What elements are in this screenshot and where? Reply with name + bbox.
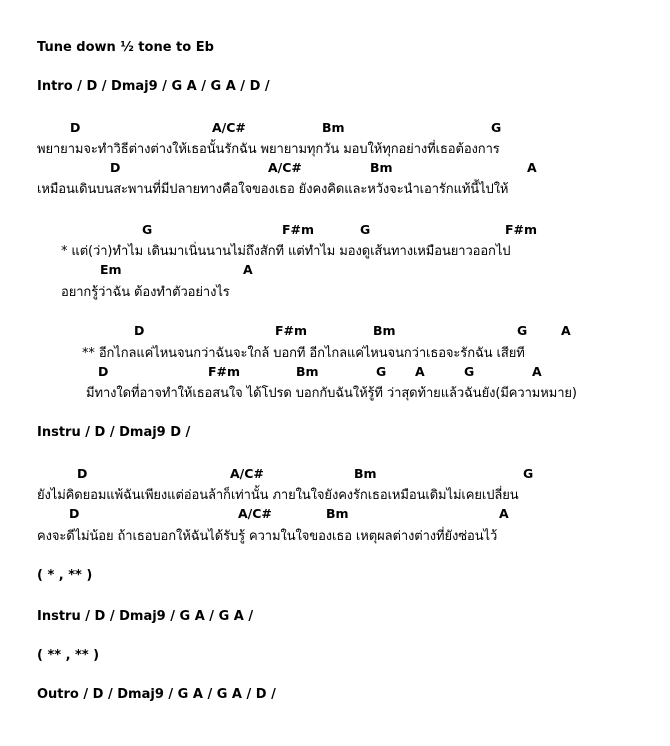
chord: Bm — [296, 364, 319, 379]
chord: F#m — [282, 222, 315, 237]
chord: A — [243, 262, 253, 277]
chord: A — [415, 364, 425, 379]
chord: A/C# — [268, 160, 302, 175]
lyric-line: อยากรู้ว่าฉัน ต้องทำตัวอย่างไร — [61, 285, 230, 300]
chord: G — [142, 222, 153, 237]
chord: A/C# — [230, 466, 264, 481]
tuning-note: Tune down ½ tone to Eb — [37, 40, 214, 55]
lyric-line: เหมือนเดินบนสะพานที่มีปลายทางคือใจของเธอ ยังคงคิดและหวังจะนำเอารักแท้นี้ไปให้ — [37, 182, 509, 197]
chord: G — [491, 120, 502, 135]
chord: G — [376, 364, 387, 379]
chord: A — [527, 160, 537, 175]
lyric-line: คงจะดีไม่น้อย ถ้าเธอบอกให้ฉันได้รับรู้ ความในใจของเธอ เหตุผลต่างต่างที่ยังซ่อนไว้ — [37, 529, 498, 544]
chord: D — [70, 120, 81, 135]
chord: D — [134, 323, 145, 338]
lyric-line: ยังไม่คิดยอมแพ้ฉันเพียงแต่อ่อนล้าก็เท่านั้น ภายในใจยังคงรักเธอเหมือนเดิมไม่เคยเปลี่ยน — [37, 488, 519, 503]
chord: Bm — [326, 506, 349, 521]
chord: A/C# — [212, 120, 246, 135]
repeat-marker-2: ( ** , ** ) — [37, 648, 100, 663]
repeat-marker-1: ( * , ** ) — [37, 568, 93, 583]
chord: A — [561, 323, 571, 338]
chord: G — [523, 466, 534, 481]
chord: D — [110, 160, 121, 175]
chord: D — [77, 466, 88, 481]
chord: Bm — [354, 466, 377, 481]
chord: G — [464, 364, 475, 379]
chord: D — [98, 364, 109, 379]
lyric-line: * แต่(ว่า)ทำไม เดินมาเนิ่นนานไม่ถึงสักที แต่ทำไม มองดูเส้นทางเหมือนยาวออกไป — [61, 244, 511, 259]
chord: D — [69, 506, 80, 521]
chord: A — [532, 364, 542, 379]
lyric-line: ** อีกไกลแค่ไหนจนกว่าฉันจะใกล้ บอกที อีกไกลแค่ไหนจนกว่าเธอจะรักฉัน เสียที — [82, 346, 525, 361]
chord: G — [517, 323, 528, 338]
lyric-line: พยายามจะทำวิธีต่างต่างให้เธอนั้นรักฉัน พยายามทุกวัน มอบให้ทุกอย่างที่เธอต้องการ — [37, 142, 500, 157]
chord: Bm — [370, 160, 393, 175]
chord: A — [499, 506, 509, 521]
chord: Em — [100, 262, 122, 277]
instru-2: Instru / D / Dmaj9 / G A / G A / — [37, 609, 254, 624]
chord: Bm — [373, 323, 396, 338]
lyric-line: มีทางใดที่อาจทำให้เธอสนใจ ได้โปรด บอกกับฉันให้รู้ที ว่าสุดท้ายแล้วฉันยัง(มีความหมาย) — [86, 386, 577, 401]
chord: G — [360, 222, 371, 237]
chord: Bm — [322, 120, 345, 135]
chord: F#m — [505, 222, 538, 237]
instru-1: Instru / D / Dmaj9 D / — [37, 425, 191, 440]
chord: F#m — [208, 364, 241, 379]
chord: A/C# — [238, 506, 272, 521]
chord: F#m — [275, 323, 308, 338]
intro-chords: Intro / D / Dmaj9 / G A / G A / D / — [37, 79, 270, 94]
outro-chords: Outro / D / Dmaj9 / G A / G A / D / — [37, 687, 276, 702]
